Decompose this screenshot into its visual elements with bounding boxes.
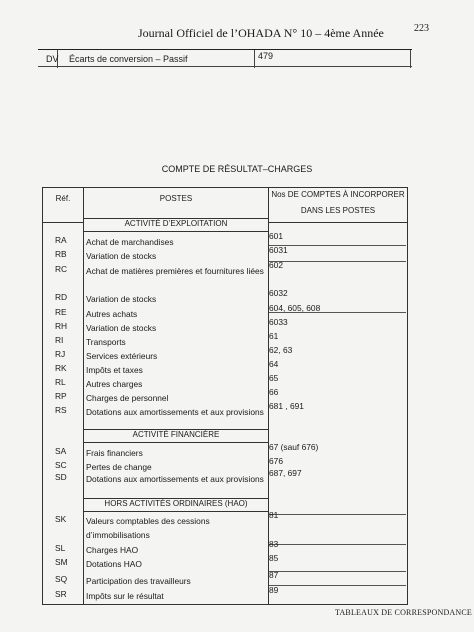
row-accounts: 85 [269, 553, 279, 563]
row-ref: SM [55, 557, 68, 567]
row-label: Dotations aux amortissements et aux provisions [86, 407, 264, 417]
row-label: Impôts sur le résultat [86, 591, 164, 601]
row-accounts: 62, 63 [269, 345, 293, 355]
dv-ref: DV [46, 54, 59, 64]
compte-title: COMPTE DE RÉSULTAT–CHARGES [161, 164, 313, 174]
row-accounts: 66 [269, 387, 279, 397]
row-accounts: 676 [269, 456, 283, 466]
row-label: Impôts et taxes [86, 365, 143, 375]
row-label: Participation des travailleurs [86, 576, 191, 586]
row-ref: SD [55, 472, 67, 482]
row-ref: RH [55, 321, 68, 331]
row-label: Valeurs comptables des cessions d’immobilisations [86, 516, 210, 540]
cell-rule [269, 514, 406, 515]
cell-rule [269, 571, 406, 572]
column-divider [83, 188, 84, 604]
row-ref: RD [55, 292, 68, 302]
page-number: 223 [414, 23, 429, 34]
cell-rule [269, 544, 406, 545]
row-label: Autres charges [86, 379, 143, 389]
row-accounts: 6032 [269, 288, 288, 298]
row-ref: RS [55, 405, 67, 415]
row-ref: SQ [55, 574, 68, 584]
row-accounts: 87 [269, 570, 279, 580]
row-label: Charges HAO [86, 545, 139, 555]
row-accounts: 681 , 691 [269, 401, 304, 411]
dv-label: Écarts de conversion – Passif [69, 54, 188, 64]
row-accounts: 6033 [269, 317, 288, 327]
journal-header-title: Journal Officiel de l’OHADA N° 10 – 4ème Année [138, 26, 384, 40]
row-ref: SA [55, 446, 67, 456]
row-accounts: 89 [269, 585, 279, 595]
row-accounts: 81 [269, 510, 279, 520]
cell-rule [269, 261, 406, 262]
footer-caption: TABLEAUX DE CORRESPONDANCE [335, 608, 473, 617]
row-accounts: 67 (sauf 676) [269, 442, 319, 452]
cell-rule [269, 585, 406, 586]
row-label: Dotations HAO [86, 559, 142, 569]
row-ref: SR [55, 589, 67, 599]
row-label: Charges de personnel [86, 393, 169, 403]
row-label: Dotations aux amortissements et aux provisions [86, 474, 264, 484]
row-label: Frais financiers [86, 448, 143, 458]
row-ref: RL [55, 377, 66, 387]
cell-rule [269, 245, 406, 246]
row-label: Variation de stocks [86, 323, 157, 333]
row-ref: SK [55, 514, 67, 524]
section-exploitation: ACTIVITÉ D’EXPLOITATION [84, 219, 268, 228]
row-ref: RE [55, 307, 67, 317]
row-accounts: 65 [269, 373, 279, 383]
row-ref: RI [55, 335, 64, 345]
row-accounts: 604, 605, 608 [269, 303, 321, 313]
header-ref: Réf. [55, 194, 71, 203]
row-label: Autres achats [86, 309, 138, 319]
dv-divider [254, 50, 255, 68]
header-comptes: Nos DE COMPTES À INCORPORER DANS LES POSTES [271, 190, 405, 215]
row-ref: RC [55, 264, 68, 274]
row-label: Transports [86, 337, 126, 347]
section-rule [84, 442, 268, 443]
row-ref: SL [55, 543, 66, 553]
section-rule [84, 511, 268, 512]
row-label: Services extérieurs [86, 351, 158, 361]
section-financiere: ACTIVITÉ FINANCIÈRE [84, 430, 268, 439]
row-ref: RP [55, 391, 67, 401]
section-rule [84, 231, 268, 232]
row-label: Variation de stocks [86, 294, 157, 304]
row-ref: RB [55, 249, 67, 259]
row-ref: RA [55, 235, 67, 245]
section-hao: HORS ACTIVITÉS ORDINAIRES (HAO) [84, 499, 268, 508]
row-label: Pertes de change [86, 462, 152, 472]
row-ref: SC [55, 460, 67, 470]
row-ref: RJ [55, 349, 66, 359]
dv-row [38, 49, 412, 67]
row-accounts: 64 [269, 359, 279, 369]
row-accounts: 602 [269, 260, 283, 270]
row-accounts: 83 [269, 539, 279, 549]
header-postes: POSTES [159, 194, 193, 203]
dv-divider [410, 50, 411, 68]
row-accounts: 61 [269, 331, 279, 341]
row-accounts: 687, 697 [269, 468, 302, 478]
row-ref: RK [55, 363, 67, 373]
correspondence-table [42, 187, 408, 605]
row-label: Achat de matières premières et fournitures liées [86, 266, 264, 276]
row-accounts: 601 [269, 231, 283, 241]
row-accounts: 6031 [269, 245, 288, 255]
row-label: Variation de stocks [86, 251, 157, 261]
dv-account: 479 [258, 51, 274, 61]
row-label: Achat de marchandises [86, 237, 174, 247]
